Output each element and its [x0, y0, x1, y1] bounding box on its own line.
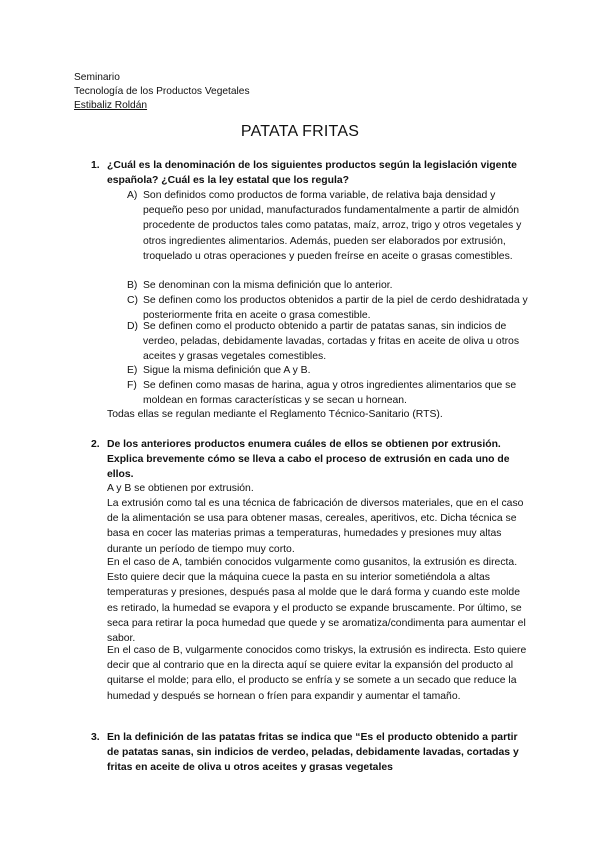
option-a-text: Son definidos como productos de forma variable, de relativa baja densidad y pequeño peso por unidad, manufacturados fundamentalmente a partir de almidón procedente de productos tales como patatas, maíz, arroz, trigo y otros vegetales y otros ingredientes alimentarios. Además, pueden ser elaborados por extrusión, troquelado u otras operaciones y pueden freírse en aceite o grasas comestibles. — [143, 190, 522, 262]
option-f-letter: F) — [127, 380, 137, 391]
option-d-text: Se definen como el producto obtenido a partir de patatas sanas, sin indicios de verdeo, peladas, debidamente lavadas, cortadas y fritas en aceite de oliva u otros aceites y grasas vegetales comestibles. — [143, 321, 520, 363]
answer-2-case-b: En el caso de B, vulgarmente conocidos como triskys, la extrusión es indirecta. Esto quiere decir que al contrario que en la directa aquí se quiere evitar la expansión del producto al quitarse el molde; para ello, el producto se enfría y se somete a un secado que reduce la humedad y después se hornean o fríen para expandir y aumentar el tamaño. — [107, 645, 527, 702]
answer-2-case-a: En el caso de A, también conocidos vulgarmente como gusanitos, la extrusión es directa. Esto quiere decir que la máquina cuece la pasta en su interior sometiéndola a altas temperaturas y presiones, después pasa al molde que le dará forma y cuando este molde es retirado, la humedad se evapora y el producto se expande bruscamente. Por último, se seca para retirar la poca humedad que quede y se aromatiza/condimenta para aumentar el sabor. — [107, 557, 526, 645]
option-f-text: Se definen como masas de harina, agua y otros ingredientes alimentarios que se moldean en formas características y se secan u hornean. — [143, 380, 517, 407]
header-seminar: Seminario — [74, 72, 120, 83]
option-c-text: Se definen como los productos obtenidos a partir de la piel de cerdo deshidratada y posteriormente frita en aceite o grasa comestible. — [143, 295, 528, 322]
question-3-text: En la definición de las patatas fritas se indica que “Es el producto obtenido a partir de patatas sanas, sin indicios de verdeo, peladas, debidamente lavadas, cortadas y fritas en aceite de oliva u otros aceites y grasas vegetales — [107, 732, 519, 774]
document-header — [74, 71, 250, 113]
option-b-letter: B) — [127, 280, 138, 291]
question-2-text: De los anteriores productos enumera cuáles de ellos se obtienen por extrusión. Explica brevemente cómo se lleva a cabo el proceso de extrusión en cada uno de ellos. — [107, 439, 510, 481]
answer-2-extrusion-definition: La extrusión como tal es una técnica de fabricación de diversos materiales, que en el caso de la alimentación se usa para obtener masas, cereales, aperitivos, etc. Dicha técnica se basa en cocer las materias primas a temperaturas, humedades y presiones muy altas durante un período de tiempo muy corto. — [107, 498, 524, 555]
header-author: Estibaliz Roldán — [74, 100, 148, 111]
answer-2-intro: A y B se obtienen por extrusión. — [107, 483, 254, 494]
question-1-number: 1. — [91, 160, 100, 171]
option-a-letter: A) — [127, 190, 138, 201]
option-e-letter: E) — [127, 365, 138, 376]
option-c-letter: C) — [127, 295, 138, 306]
question-1-text: ¿Cuál es la denominación de los siguientes productos según la legislación vigente española? ¿Cuál es la ley estatal que los regula? — [107, 160, 517, 187]
option-d-letter: D) — [127, 321, 138, 332]
option-e-text: Sigue la misma definición que A y B. — [143, 365, 311, 376]
question-2-number: 2. — [91, 439, 100, 450]
page-title: PATATA FRITAS — [240, 123, 360, 140]
option-b-text: Se denominan con la misma definición que lo anterior. — [143, 280, 393, 291]
question-1-closing: Todas ellas se regulan mediante el Reglamento Técnico-Sanitario (RTS). — [107, 409, 443, 420]
header-course: Tecnología de los Productos Vegetales — [74, 86, 250, 97]
question-3-number: 3. — [91, 732, 100, 743]
